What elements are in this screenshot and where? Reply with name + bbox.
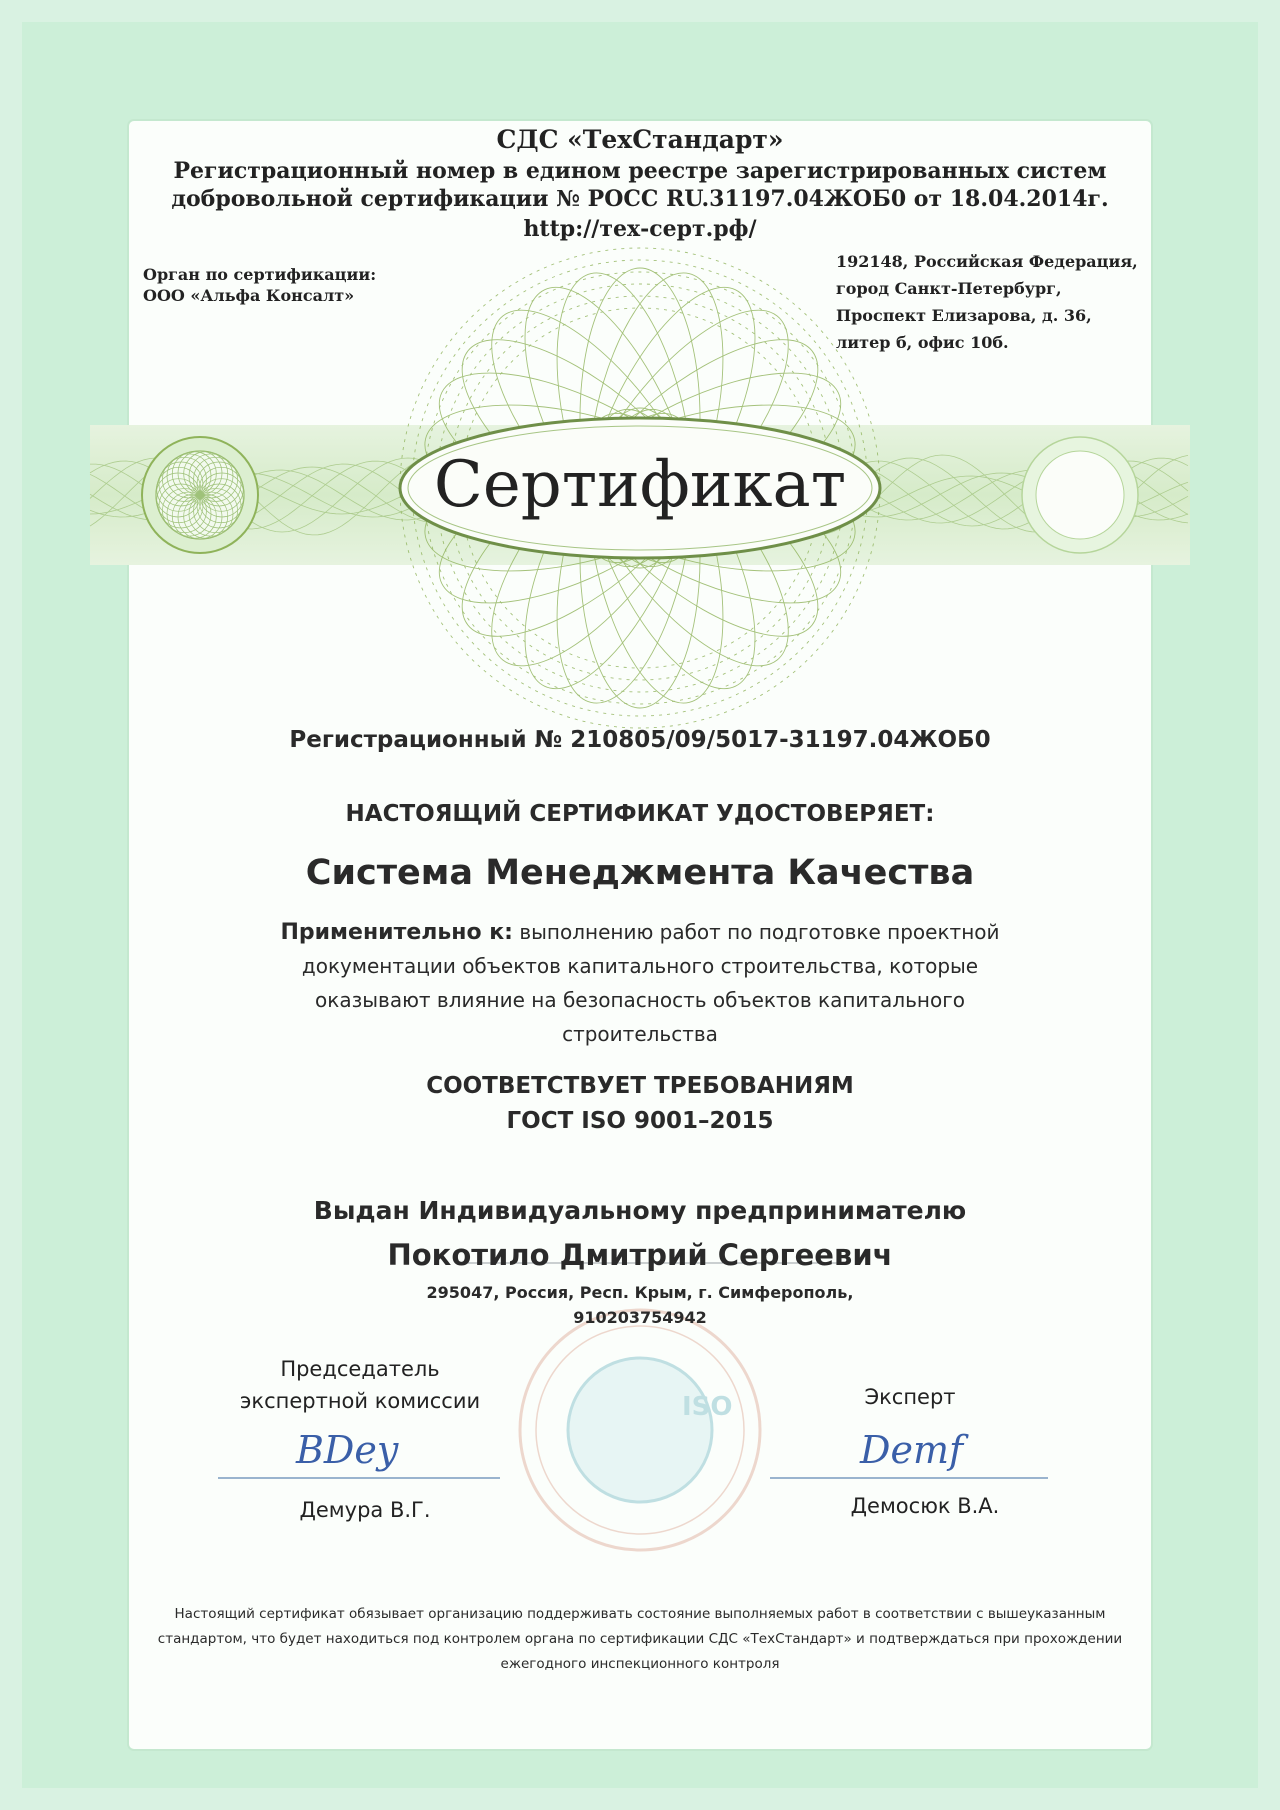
applicable-line-1 — [0, 920, 1280, 945]
issued-name: Покотило Дмитрий Сергеевич — [387, 1238, 893, 1272]
address-line-3: Проспект Елизарова, д. 36, — [836, 306, 1092, 325]
organ-label: Орган по сертификации: — [143, 265, 377, 284]
website-url: http://тех-серт.рф/ — [523, 216, 757, 242]
registration-number: Регистрационный № 210805/09/5017-31197.04ЖОБ0 — [289, 727, 991, 753]
expert-signature: Demf — [860, 1428, 964, 1472]
footer-line-3: ежегодного инспекционного контроля — [500, 1656, 780, 1672]
footer-line-2: стандартом, что будет находиться под контролем органа по сертификации СДС «ТехСтандарт» и подтверждаться при прохождении — [157, 1631, 1123, 1647]
address-line-4: литер б, офис 10б. — [836, 333, 1009, 352]
applicable-line-2: документации объектов капитального строительства, которые — [301, 954, 979, 978]
address-line-1: 192148, Российская Федерация, — [836, 252, 1138, 271]
registry-line-2: добровольной сертификации № РОСС RU.31197.04ЖОБ0 от 18.04.2014г. — [171, 186, 1109, 212]
chair-title-1: Председатель — [280, 1357, 440, 1381]
system-heading: Система Менеджмента Качества — [305, 853, 975, 893]
applicable-label: Применительно к: — [280, 920, 513, 945]
expert-title: Эксперт — [864, 1385, 956, 1409]
stamp-iso-text: ISO — [682, 1392, 733, 1422]
issued-line: Выдан Индивидуальному предпринимателю — [313, 1196, 967, 1225]
conforms-standard: ГОСТ ISO 9001–2015 — [506, 1108, 774, 1134]
chair-title-2: экспертной комиссии — [239, 1389, 481, 1413]
issued-inn: 910203754942 — [573, 1308, 707, 1327]
applicable-text-1: выполнению работ по подготовке проектной — [519, 920, 1000, 944]
conforms-line-1: СООТВЕТСТВУЕТ ТРЕБОВАНИЯМ — [426, 1073, 854, 1099]
expert-name: Демосюк В.А. — [850, 1494, 1000, 1518]
certificate-title: Сертификат — [433, 448, 847, 522]
certifies-heading: НАСТОЯЩИЙ СЕРТИФИКАТ УДОСТОВЕРЯЕТ: — [345, 801, 935, 827]
system-name: СДС «ТехСтандарт» — [496, 125, 784, 154]
chair-signature: BDey — [296, 1428, 399, 1472]
applicable-line-3: оказывают влияние на безопасность объектов капитального — [315, 988, 965, 1012]
footer-line-1: Настоящий сертификат обязывает организацию поддерживать состояние выполняемых работ в соответствии с вышеуказанным — [174, 1606, 1106, 1622]
organ-name: ООО «Альфа Консалт» — [143, 286, 355, 305]
applicable-line-4: строительства — [562, 1022, 718, 1046]
address-line-2: город Санкт-Петербург, — [836, 279, 1062, 298]
issued-address: 295047, Россия, Респ. Крым, г. Симферополь, — [426, 1283, 854, 1302]
registry-line-1: Регистрационный номер в едином реестре зарегистрированных систем — [173, 158, 1107, 184]
chair-name: Демура В.Г. — [299, 1498, 431, 1522]
